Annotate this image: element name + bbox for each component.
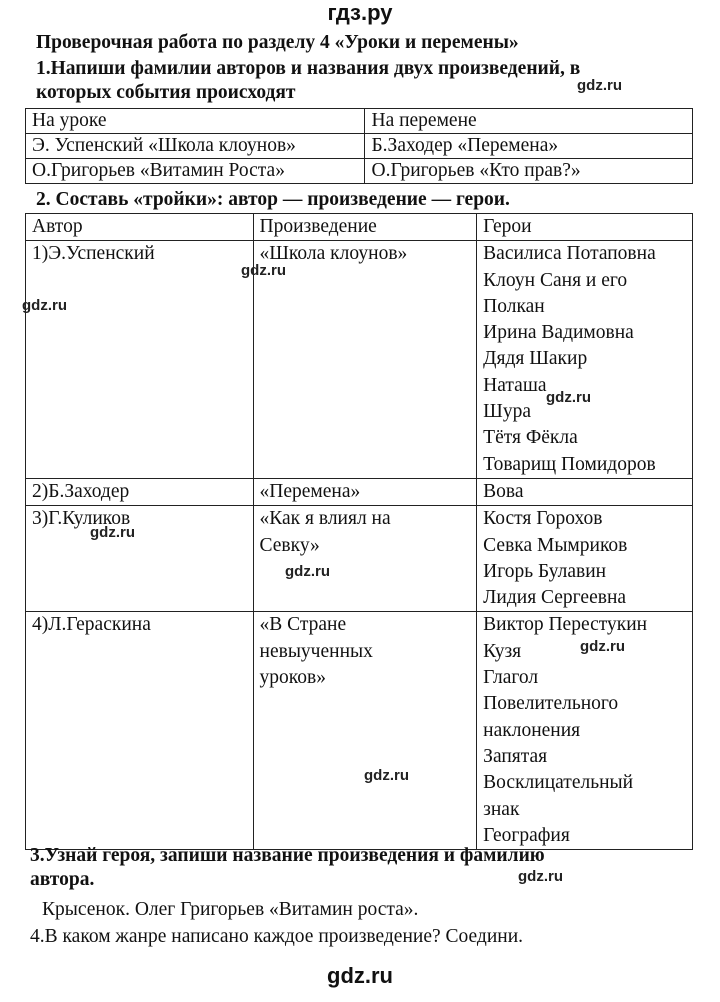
hero-line: Полкан xyxy=(483,295,545,317)
watermark: gdz.ru xyxy=(577,77,622,94)
table-row xyxy=(26,241,693,479)
watermark: gdz.ru xyxy=(22,297,67,314)
hero-line: Вова xyxy=(483,480,524,502)
work-cell xyxy=(253,506,477,612)
hero-line: наклонения xyxy=(483,719,581,741)
author-cell: 1)Э.Успенский xyxy=(26,241,254,479)
table-row xyxy=(26,478,693,505)
table-header-row xyxy=(26,214,693,241)
work-cell xyxy=(253,612,477,850)
watermark: gdz.ru xyxy=(285,563,330,580)
task1-heading-line1: 1.Напиши фамилии авторов и названия двух произведений, в xyxy=(36,58,581,79)
hero-line: Дядя Шакир xyxy=(483,348,588,370)
table-cell: О.Григорьев «Витамин Роста» xyxy=(26,159,365,184)
task3-answer: Крысенок. Олег Григорьев «Витамин роста». xyxy=(42,899,419,920)
table-cell: Б.Заходер «Перемена» xyxy=(365,134,693,159)
watermark: gdz.ru xyxy=(518,868,563,885)
column-header: На уроке xyxy=(26,109,365,134)
work-line: «Как я влиял на xyxy=(259,508,391,530)
site-footer: gdz.ru xyxy=(327,963,393,988)
hero-line: Глагол xyxy=(483,667,539,689)
heroes-cell xyxy=(477,478,693,505)
hero-line: Лидия Сергеевна xyxy=(483,587,627,609)
hero-line: Севка Мымриков xyxy=(483,534,628,556)
page-title: Проверочная работа по разделу 4 «Уроки и перемены» xyxy=(36,32,519,53)
hero-line: Игорь Булавин xyxy=(483,560,607,582)
hero-line: Восклицательный xyxy=(483,772,634,794)
column-header: Автор xyxy=(26,214,254,241)
table-row xyxy=(26,506,693,612)
task1-heading-line2: которых события происходят xyxy=(36,82,296,103)
watermark: gdz.ru xyxy=(546,389,591,406)
task4-heading: 4.В каком жанре написано каждое произведение? Соедини. xyxy=(30,926,524,947)
column-header: Герои xyxy=(477,214,693,241)
column-header: Произведение xyxy=(253,214,477,241)
task1-table xyxy=(25,108,693,184)
work-line: «В Стране xyxy=(259,614,347,636)
heroes-cell xyxy=(477,241,693,479)
hero-line: Запятая xyxy=(483,745,548,767)
watermark: gdz.ru xyxy=(90,524,135,541)
hero-line: Костя Горохов xyxy=(483,508,603,530)
work-cell xyxy=(253,241,477,479)
table-header-row xyxy=(26,109,693,134)
hero-line: Виктор Перестукин xyxy=(483,614,648,636)
hero-line: Клоун Саня и его xyxy=(483,269,628,291)
heroes-cell xyxy=(477,506,693,612)
watermark: gdz.ru xyxy=(364,767,409,784)
column-header: На перемене xyxy=(365,109,693,134)
work-line: уроков» xyxy=(259,667,326,689)
watermark: gdz.ru xyxy=(241,262,286,279)
watermark: gdz.ru xyxy=(580,638,625,655)
task3-heading-line2: автора. xyxy=(30,869,95,890)
hero-line: Наташа xyxy=(483,374,547,396)
work-cell xyxy=(253,478,477,505)
task3-heading-line1: 3.Узнай героя, запиши название произведения и фамилию xyxy=(30,845,545,866)
hero-line: Тётя Фёкла xyxy=(483,427,578,449)
site-header: гдз.ру xyxy=(327,0,393,25)
table-cell: Э. Успенский «Школа клоунов» xyxy=(26,134,365,159)
table-cell: О.Григорьев «Кто прав?» xyxy=(365,159,693,184)
work-line: невыученных xyxy=(259,640,373,662)
hero-line: знак xyxy=(483,798,520,820)
author-cell: 4)Л.Гераскина xyxy=(26,612,254,850)
hero-line: Товарищ Помидоров xyxy=(483,453,656,475)
author-cell: 2)Б.Заходер xyxy=(26,478,254,505)
task2-heading: 2. Составь «тройки»: автор — произведение — герои. xyxy=(36,189,510,210)
work-line: Севку» xyxy=(259,534,320,556)
table-row xyxy=(26,159,693,184)
hero-line: Василиса Потаповна xyxy=(483,243,656,265)
work-line: «Школа клоунов» xyxy=(259,243,408,265)
author-cell: 3)Г.Куликов xyxy=(26,506,254,612)
hero-line: Повелительного xyxy=(483,693,619,715)
hero-line: Кузя xyxy=(483,640,522,662)
hero-line: География xyxy=(483,824,570,846)
hero-line: Шура xyxy=(483,401,531,423)
table-row xyxy=(26,134,693,159)
work-line: «Перемена» xyxy=(259,480,361,502)
hero-line: Ирина Вадимовна xyxy=(483,322,634,344)
